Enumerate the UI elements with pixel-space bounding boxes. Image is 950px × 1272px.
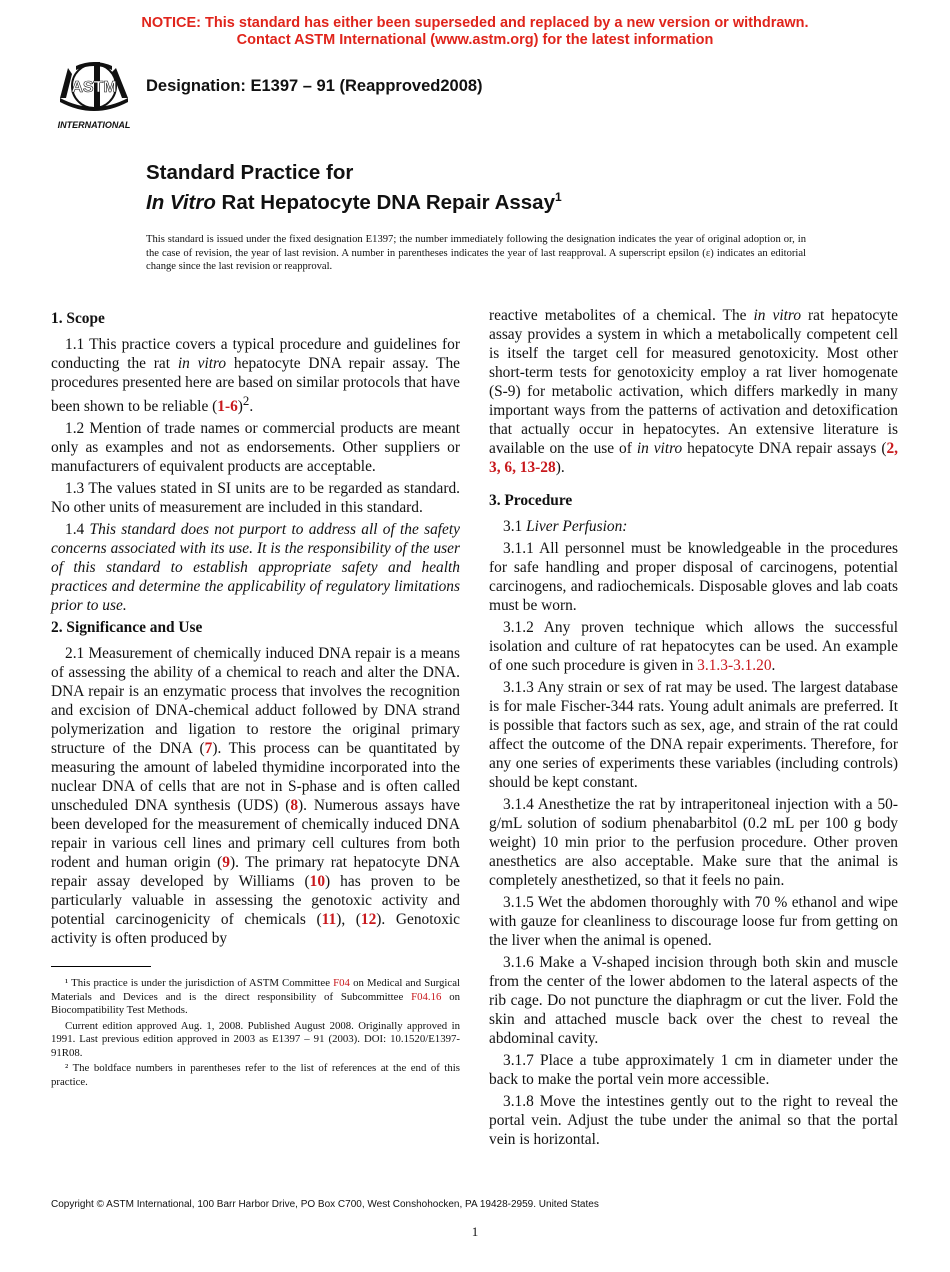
preamble: This standard is issued under the fixed designation E1397; the number immediately following the designation indicates the year of original adoption or, in the case of revision, the year of last revision. A number in parentheses indicates the year of last reapproval. A superscript epsilon (ε) indicates an editorial change since the last revision or reapproval. bbox=[146, 234, 806, 272]
paragraph-1-2: 1.2 Mention of trade names or commercial products are meant only as examples and not as endorsements. Other suppliers or manufacturers of equivalent products are acceptable. bbox=[51, 420, 460, 476]
reference-link[interactable]: 10 bbox=[309, 873, 326, 891]
paragraph-3-1-5: 3.1.5 Wet the abdomen thoroughly with 70 % ethanol and wipe with gauze for cleanliness to discourage loose fur from getting on the liver when the animal is opened. bbox=[489, 894, 898, 949]
section-heading-procedure: 3. Procedure bbox=[489, 492, 573, 509]
paragraph-3-1-4: 3.1.4 Anesthetize the rat by intraperitoneal injection with a 50-g/mL solution of sodium phenabarbitol (0.2 mL per 100 g body weight) 10 min prior to the perfusion procedure. Other proven anesthetics are also acceptable. Make sure that the animal is completely anesthetized, so that it feels no pain. bbox=[489, 796, 898, 889]
reference-link[interactable]: 8 bbox=[290, 797, 299, 815]
astm-logo bbox=[54, 58, 134, 130]
reference-link[interactable]: 9 bbox=[222, 854, 230, 872]
footnote-1: ¹ This practice is under the jurisdiction of ASTM Committee F04 on Medical and Surgical Materials and Devices and is the direct responsibility of Subcommittee F04.16 on Biocompatibility Test Methods. bbox=[51, 977, 460, 1017]
paragraph-3-1-3: 3.1.3 Any strain or sex of rat may be used. The largest database is for male Fischer-344 rats. Young adult animals are preferred. It is possible that factors such as sex, age, and strain of the rat could affect the outcome of the DNA repair experiments. Therefore, for any one series of experiments these variables (including controls) should be kept constant. bbox=[489, 679, 898, 791]
paragraph-3-1-7: 3.1.7 Place a tube approximately 1 cm in diameter under the back to make the portal vein more accessible. bbox=[489, 1052, 898, 1088]
paragraph-3-1-6: 3.1.6 Make a V-shaped incision through both skin and muscle from the center of the lower abdomen to the lateral aspects of the rib cage. Do not puncture the diaphragm or cut the liver. Fold the skin and attached muscle back over the chest to reveal the abdominal cavity. bbox=[489, 954, 898, 1047]
paragraph-1-3: 1.3 The values stated in SI units are to be regarded as standard. No other units of measurement are included in this standard. bbox=[51, 480, 460, 517]
withdrawal-notice bbox=[0, 15, 950, 49]
title-line-1: Standard Practice for bbox=[146, 161, 354, 184]
footnote-edition: Current edition approved Aug. 1, 2008. Published August 2008. Originally approved in 1991. Last previous edition approved in 2003 as E1397 – 91 (2003). DOI: 10.1520/E1397-91R08. bbox=[51, 1019, 460, 1059]
section-heading-scope: 1. Scope bbox=[51, 310, 105, 327]
paragraph-3-1-8: 3.1.8 Move the intestines gently out to the right to reveal the portal vein. Adjust the tube under the animal so that the portal vein is horizontal. bbox=[489, 1093, 898, 1148]
notice-line-2: Contact ASTM International (www.astm.org) for the latest information bbox=[236, 32, 714, 48]
paragraph-2-1: 2.1 Measurement of chemically induced DNA repair is a means of assessing the ability of a chemical to reach and alter the DNA. DNA repair is an enzymatic process that involves the recognition and excision of DNA-chemical adduct followed by DNA strand polymerization and ligation to restore the original primary structure of the DNA (7). This process can be quantitated by measuring the amount of labeled thymidine incorporated into the nuclear DNA of cells that are not in S-phase and is often called unscheduled DNA synthesis (UDS) (8). Numerous assays have been developed for the measurement of chemically induced DNA repair in various cell lines and primary cell cultures from both rodent and human origin (9). The primary rat hepatocyte DNA repair assay developed by Williams (10) has proven to be particularly valuable in assessing the genotoxic activity and potential carcinogenicity of chemicals (11), (12). Genotoxic activity is often produced by bbox=[51, 645, 460, 948]
left-column bbox=[51, 306, 460, 1091]
paragraph-1-1: 1.1 This practice covers a typical procedure and guidelines for conducting the rat in vitro hepatocyte DNA repair assay. The procedures presented here are based on similar protocols that have been shown to be reliable $(1-6)^2$. bbox=[51, 336, 461, 416]
notice-line-1: NOTICE: This standard has either been superseded and replaced by a new version or withdrawn. bbox=[141, 15, 809, 31]
section-heading-significance: 2. Significance and Use bbox=[51, 619, 203, 637]
paragraph-3-1-1: 3.1.1 All personnel must be knowledgeable in the procedures for safe handling and proper disposal of carcinogens, potential carcinogens, and radiochemicals. Disposable gloves and lab coats must be worn. bbox=[489, 540, 898, 614]
reference-link[interactable]: 2, 3, 6, 13-28 bbox=[489, 440, 898, 476]
paragraph-3-1: 3.1 Liver Perfusion: bbox=[503, 518, 628, 535]
footnote-divider bbox=[51, 966, 151, 967]
reference-link[interactable]: 12 bbox=[360, 911, 377, 929]
svg-text:INTERNATIONAL: INTERNATIONAL bbox=[57, 120, 131, 130]
footnotes bbox=[51, 977, 460, 1089]
svg-text:ASTM: ASTM bbox=[71, 79, 117, 96]
right-column bbox=[489, 306, 898, 1152]
committee-link[interactable]: F04 bbox=[333, 977, 350, 990]
document-title bbox=[146, 160, 562, 215]
paragraph-2-1-continued: reactive metabolites of a chemical. The in vitro rat hepatocyte assay provides a system in which a metabolically competent cell is itself the target cell for measured genotoxicity. Most other short-term tests for genotoxicity employ a rat liver homogenate (S-9) for metabolic activation, which differs markedly in many important ways from the patterns of activation and detoxification that actually occur in hepatocytes. An extensive literature is available on the use of in vitro hepatocyte DNA repair assays (2, 3, 6, 13-28). bbox=[489, 307, 898, 476]
title-line-2: In Vitro Rat Hepatocyte DNA Repair Assay$^1$ bbox=[146, 190, 562, 214]
section-link[interactable]: 3.1.3-3.1.20 bbox=[697, 657, 772, 674]
footnote-2: ² The boldface numbers in parentheses refer to the list of references at the end of this practice. bbox=[51, 1062, 460, 1088]
designation: Designation: E1397 – 91 (Reapproved2008) bbox=[146, 77, 483, 95]
page-number: 1 bbox=[471, 1224, 479, 1239]
reference-link[interactable]: 11 bbox=[321, 911, 337, 929]
copyright-notice: Copyright © ASTM International, 100 Barr Harbor Drive, PO Box C700, West Conshohocken, PA 19428-2959. United States bbox=[51, 1199, 599, 1210]
paragraph-3-1-2: 3.1.2 Any proven technique which allows the successful isolation and culture of rat hepatocytes can be used. An example of one such procedure is given in 3.1.3-3.1.20. bbox=[489, 619, 898, 674]
reference-link[interactable]: 7 bbox=[204, 740, 213, 758]
reference-link[interactable]: 1-6 bbox=[217, 398, 238, 416]
paragraph-1-4: 1.4 This standard does not purport to address all of the safety concerns associated with its use. It is the responsibility of the user of this standard to establish appropriate safety and health practices and determine the applicability of regulatory limitations prior to use. bbox=[51, 521, 460, 615]
subcommittee-link[interactable]: F04.16 bbox=[411, 990, 442, 1003]
